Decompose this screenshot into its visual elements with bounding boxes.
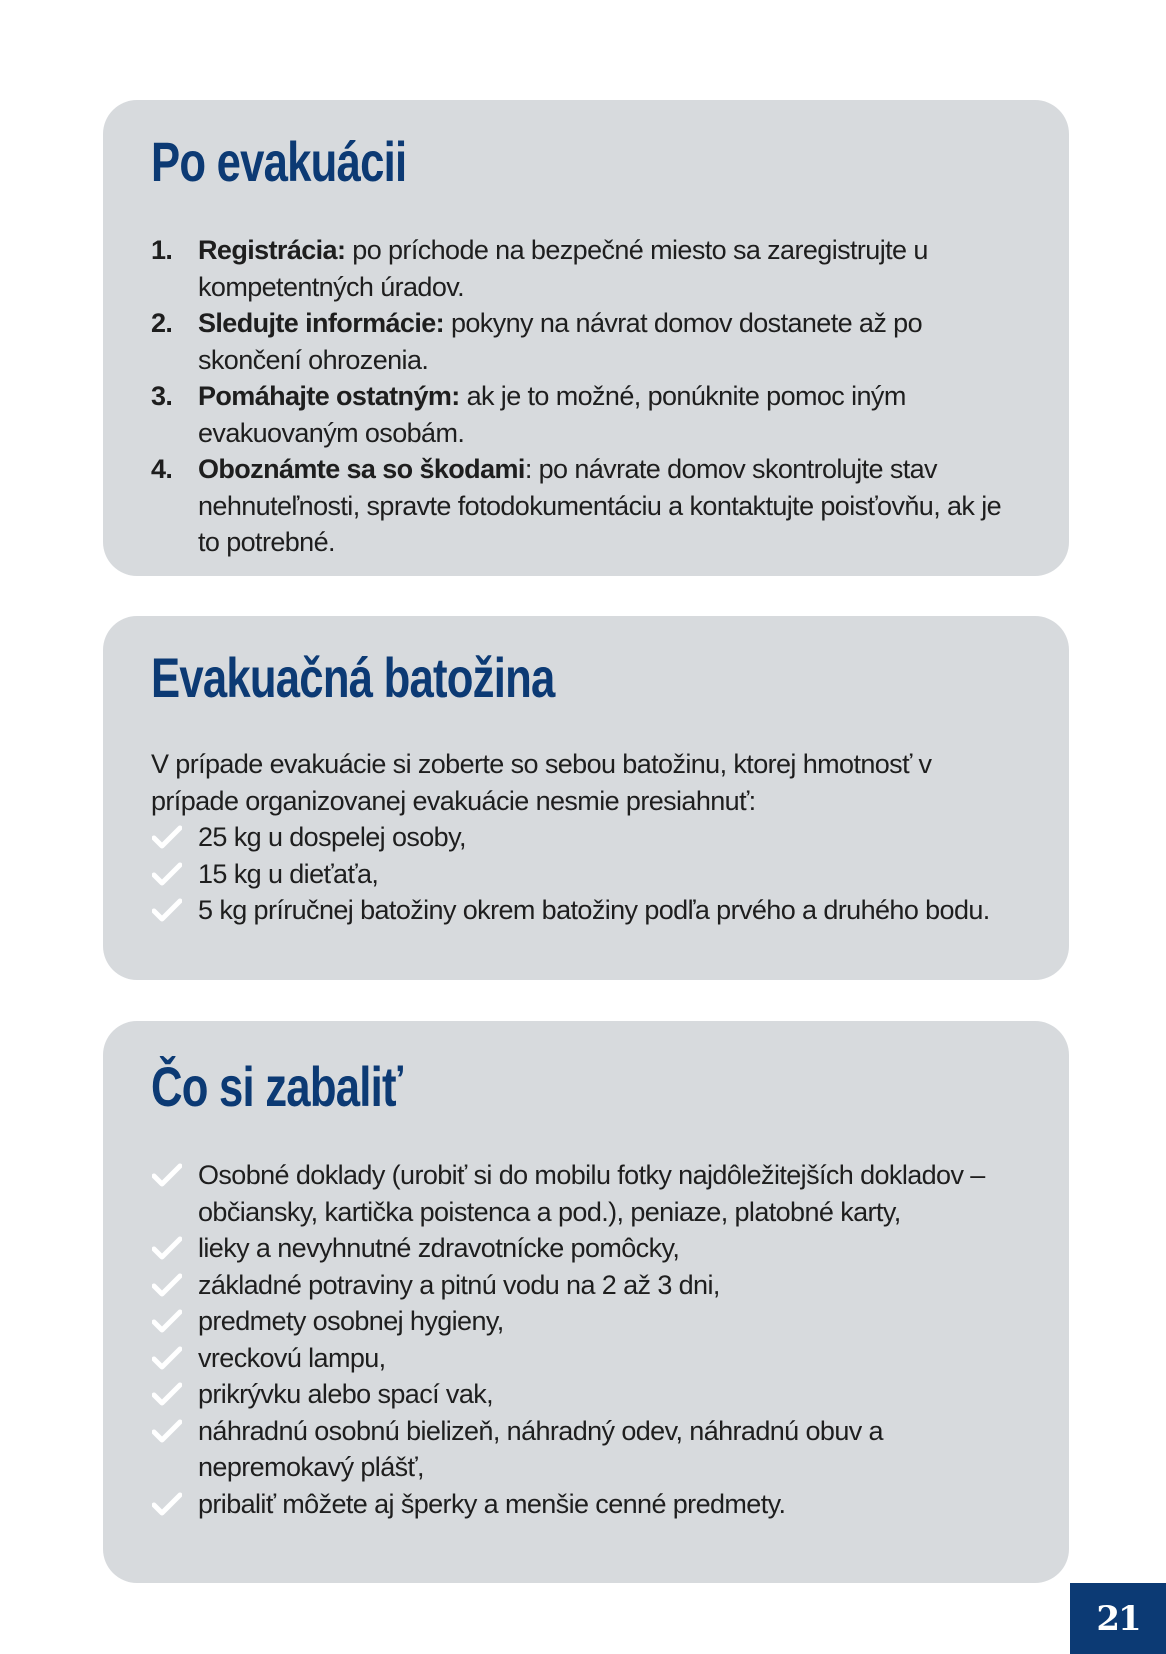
item-text: lieky a nevyhnutné zdravotnícke pomôcky, — [198, 1233, 680, 1263]
list-item — [151, 856, 1021, 893]
check-icon — [152, 898, 182, 922]
list-item — [151, 1157, 1021, 1230]
packing-list — [151, 1157, 1021, 1522]
steps-list — [151, 232, 1021, 561]
page-number-badge: 21 — [1070, 1583, 1166, 1654]
what-to-pack-section — [103, 1021, 1069, 1583]
list-item — [151, 451, 1021, 561]
item-text: 25 kg u dospelej osoby, — [198, 822, 466, 852]
step-text: : po návrate domov skontrolujte stav nehnuteľnosti, spravte fotodokumentáciu a kontaktujte poisťovňu, ak je to potrebné. — [198, 454, 1002, 557]
step-lead: Sledujte informácie: — [198, 308, 445, 338]
step-number: 4. — [151, 454, 173, 484]
list-item — [151, 819, 1021, 856]
list-item — [151, 378, 1021, 451]
step-lead: Pomáhajte ostatným: — [198, 381, 460, 411]
step-text: pokyny na návrat domov dostanete až po skončení ohrozenia. — [198, 308, 922, 375]
step-text: po príchode na bezpečné miesto sa zaregistrujte u kompetentných úradov. — [198, 235, 928, 302]
step-number: 1. — [151, 235, 173, 265]
item-text: Osobné doklady (urobiť si do mobilu fotky najdôležitejších dokladov – občiansky, kartička poistenca a pod.), peniaze, platobné karty, — [198, 1160, 985, 1227]
list-item — [151, 1303, 1021, 1340]
check-icon — [152, 862, 182, 886]
item-text: vreckovú lampu, — [198, 1342, 386, 1373]
item-text: náhradnú osobnú bielizeň, náhradný odev, náhradnú obuv a nepremokavý plášť, — [198, 1415, 883, 1482]
item-text: 15 kg u dieťaťa, — [198, 858, 379, 889]
step-text: ak je to možné, ponúknite pomoc iným evakuovaným osobám. — [198, 381, 906, 448]
evacuation-luggage-section — [103, 616, 1069, 980]
list-item — [151, 1376, 1021, 1413]
step-lead: Oboznámte sa so škodami — [198, 454, 525, 484]
item-text: 5 kg príručnej batožiny okrem batožiny podľa prvého a druhého bodu. — [198, 895, 990, 925]
section-title: Evakuačná batožina — [151, 646, 555, 709]
intro-paragraph: V prípade evakuácie si zoberte so sebou batožinu, ktorej hmotnosť v prípade organizovanej evakuácie nesmie presiahnuť: — [151, 749, 932, 816]
list-item — [151, 1267, 1021, 1304]
list-item — [151, 232, 1021, 305]
section-title: Po evakuácii — [151, 130, 407, 193]
list-item — [151, 1486, 1021, 1523]
list-item — [151, 1230, 1021, 1267]
list-item — [151, 1413, 1021, 1486]
after-evacuation-section — [103, 100, 1069, 576]
check-icon — [152, 1346, 182, 1370]
check-icon — [152, 1492, 182, 1516]
step-lead: Registrácia: — [198, 235, 346, 265]
check-icon — [152, 1236, 182, 1260]
check-icon — [152, 1382, 182, 1406]
check-icon — [152, 1419, 182, 1443]
item-text: základné potraviny a pitnú vodu na 2 až 3 dni, — [198, 1269, 720, 1300]
item-text: pribaliť môžete aj šperky a menšie cenné predmety. — [198, 1488, 786, 1519]
section-title: Čo si zabaliť — [151, 1055, 403, 1118]
item-text: predmety osobnej hygieny, — [198, 1306, 504, 1336]
list-item — [151, 892, 1021, 929]
check-icon — [152, 1163, 182, 1187]
step-number: 2. — [151, 308, 173, 338]
item-text: prikrývku alebo spací vak, — [198, 1379, 494, 1409]
list-item — [151, 1340, 1021, 1377]
step-number: 3. — [151, 381, 173, 411]
check-icon — [152, 1273, 182, 1297]
list-item — [151, 305, 1021, 378]
check-icon — [152, 1309, 182, 1333]
check-icon — [152, 825, 182, 849]
luggage-limits-list — [151, 819, 1021, 929]
